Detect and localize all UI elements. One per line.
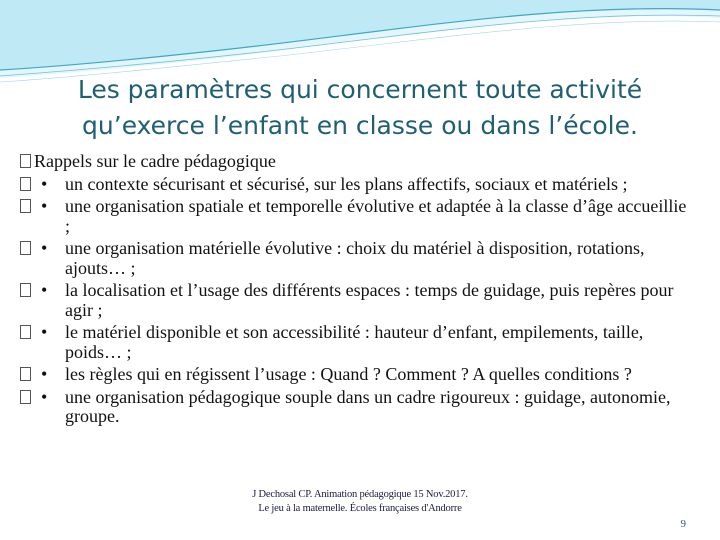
bullet-text: Rappels sur le cadre pédagogique xyxy=(34,151,276,171)
footer-line-1: J Dechosal CP. Animation pédagogique 15 Nov.2017. xyxy=(252,489,468,500)
bullet-box-icon xyxy=(20,199,31,213)
bullet-text: une organisation matérielle évolutive : choix du matériel à disposition, rotations, ajouts… ; xyxy=(65,238,645,278)
bullet-item xyxy=(20,239,692,278)
bullet-text: une organisation spatiale et temporelle évolutive et adaptée à la classe d’âge accueillie ; xyxy=(65,196,687,236)
bullet-item xyxy=(20,388,692,427)
bullet-text: le matériel disponible et son accessibilité : hauteur d’enfant, empilements, taille, poids… ; xyxy=(65,322,644,362)
bullet-dot: • xyxy=(41,280,48,300)
bullet-box-icon xyxy=(20,390,31,404)
bullet-box-icon xyxy=(20,325,31,339)
bullet-list xyxy=(20,152,692,430)
slide-title-line-2: qu’exerce l’enfant en classe ou dans l’école. xyxy=(82,111,638,140)
bullet-dot: • xyxy=(41,196,48,216)
bullet-box-icon xyxy=(20,367,31,381)
bullet-item xyxy=(20,281,692,320)
bullet-dot: • xyxy=(41,238,48,258)
bullet-text: un contexte sécurisant et sécurisé, sur les plans affectifs, sociaux et matériels ; xyxy=(65,173,628,194)
bullet-item xyxy=(20,152,692,172)
bullet-box-icon xyxy=(20,177,31,191)
slide-title xyxy=(40,72,680,144)
bullet-text: la localisation et l’usage des différents espaces : temps de guidage, puis repères pour agir ; xyxy=(65,280,674,320)
bullet-item xyxy=(20,323,692,362)
footer-line-2: Le jeu à la maternelle. Écoles françaises d'Andorre xyxy=(258,503,462,514)
bullet-item xyxy=(20,175,692,195)
bullet-item xyxy=(20,197,692,236)
page-number: 9 xyxy=(680,518,686,530)
bullet-box-icon xyxy=(20,283,31,297)
bullet-text: les règles qui en régissent l’usage : Quand ? Comment ? A quelles conditions ? xyxy=(65,364,632,384)
slide-footer xyxy=(200,488,520,516)
bullet-box-icon xyxy=(20,241,31,255)
bullet-dot: • xyxy=(41,386,48,407)
slide-title-line-1: Les paramètres qui concernent toute activité xyxy=(77,75,643,104)
bullet-text: une organisation pédagogique souple dans un cadre rigoureux : guidage, autonomie, groupe. xyxy=(65,386,671,426)
bullet-box-icon xyxy=(20,154,31,168)
bullet-dot: • xyxy=(41,322,48,342)
bullet-dot: • xyxy=(41,173,48,194)
bullet-item xyxy=(20,365,692,385)
bullet-dot: • xyxy=(41,364,48,384)
